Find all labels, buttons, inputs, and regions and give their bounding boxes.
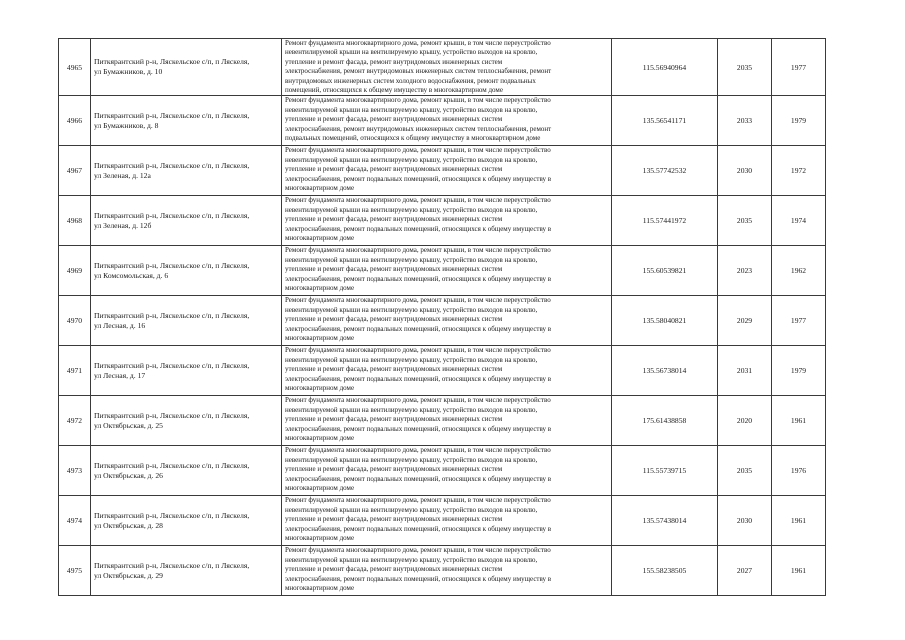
works-line: утепление и ремонт фасада, ремонт внутридомовых инженерных систем <box>285 465 503 474</box>
works-line: утепление и ремонт фасада, ремонт внутридомовых инженерных систем <box>285 57 503 66</box>
works-description-cell <box>282 146 612 196</box>
works-line: утепление и ремонт фасада, ремонт внутридомовых инженерных систем <box>285 115 503 124</box>
works-description-cell <box>282 346 612 396</box>
table-row <box>59 96 826 146</box>
address-line: ул Октябрьская, д. 29 <box>94 570 163 580</box>
table-row <box>59 296 826 346</box>
address-line: ул Бумажников, д. 10 <box>94 67 163 77</box>
table-body <box>59 39 826 596</box>
works-description-cell <box>282 246 612 296</box>
built-year-cell: 1961 <box>772 546 826 596</box>
works-line: Ремонт фундамента многоквартирного дома, ремонт крыши, в том числе переустройство <box>285 346 551 355</box>
address-line: Питкярантский р-н, Ляскельское с/п, п Ляскеля, <box>94 57 250 67</box>
planned-year-cell: 2035 <box>718 39 772 96</box>
planned-year-cell: 2030 <box>718 146 772 196</box>
built-year-cell: 1974 <box>772 196 826 246</box>
address-line: Питкярантский р-н, Ляскельское с/п, п Ляскеля, <box>94 410 250 420</box>
address-line: Питкярантский р-н, Ляскельское с/п, п Ляскеля, <box>94 110 250 120</box>
row-number: 4972 <box>59 396 91 446</box>
row-number: 4973 <box>59 446 91 496</box>
works-line: электроснабжения, ремонт подвальных помещений, относящихся к общему имуществу в <box>285 274 552 283</box>
works-line: многоквартирном доме <box>285 584 355 593</box>
works-line: электроснабжения, ремонт подвальных помещений, относящихся к общему имуществу в <box>285 174 552 183</box>
works-line: многоквартирном доме <box>285 484 355 493</box>
table-row <box>59 446 826 496</box>
works-line: невентилируемой крыши на вентилируемую крышу, устройство выходов на кровлю, <box>285 305 538 314</box>
table-row <box>59 496 826 546</box>
works-line: Ремонт фундамента многоквартирного дома, ремонт крыши, в том числе переустройство <box>285 146 551 155</box>
works-description-cell <box>282 196 612 246</box>
works-line: электроснабжения, ремонт подвальных помещений, относящихся к общему имуществу в <box>285 574 552 583</box>
works-line: подвальных помещений, относящихся к общему имуществу в многоквартирном доме <box>285 134 541 143</box>
works-line: внутридомовых инженерных систем холодного водоснабжения, ремонт подвальных <box>285 76 536 85</box>
address-line: ул Комсомольская, д. 6 <box>94 270 169 280</box>
built-year-cell: 1977 <box>772 296 826 346</box>
works-line: невентилируемой крыши на вентилируемую крышу, устройство выходов на кровлю, <box>285 455 538 464</box>
works-line: многоквартирном доме <box>285 334 355 343</box>
address-cell <box>91 96 282 146</box>
works-line: электроснабжения, ремонт подвальных помещений, относящихся к общему имуществу в <box>285 474 552 483</box>
works-line: Ремонт фундамента многоквартирного дома, ремонт крыши, в том числе переустройство <box>285 396 551 405</box>
address-line: ул Зеленая, д. 12а <box>94 170 151 180</box>
works-description-cell <box>282 496 612 546</box>
works-line: электроснабжения, ремонт подвальных помещений, относящихся к общему имуществу в <box>285 524 552 533</box>
built-year-cell: 1979 <box>772 96 826 146</box>
address-line: Питкярантский р-н, Ляскельское с/п, п Ляскеля, <box>94 260 250 270</box>
built-year-cell: 1972 <box>772 146 826 196</box>
cost-cell: 135.57438014 <box>612 496 718 546</box>
cost-cell: 115.56940964 <box>612 39 718 96</box>
address-line: Питкярантский р-н, Ляскельское с/п, п Ляскеля, <box>94 210 250 220</box>
built-year-cell: 1961 <box>772 396 826 446</box>
works-line: утепление и ремонт фасада, ремонт внутридомовых инженерных систем <box>285 315 503 324</box>
works-description-cell <box>282 96 612 146</box>
works-line: Ремонт фундамента многоквартирного дома, ремонт крыши, в том числе переустройство <box>285 296 551 305</box>
works-line: Ремонт фундамента многоквартирного дома, ремонт крыши, в том числе переустройство <box>285 546 551 555</box>
registry-table <box>58 38 826 596</box>
works-line: утепление и ремонт фасада, ремонт внутридомовых инженерных систем <box>285 415 503 424</box>
built-year-cell: 1961 <box>772 496 826 546</box>
built-year-cell: 1976 <box>772 446 826 496</box>
address-cell <box>91 346 282 396</box>
works-line: утепление и ремонт фасада, ремонт внутридомовых инженерных систем <box>285 365 503 374</box>
planned-year-cell: 2035 <box>718 196 772 246</box>
works-line: электроснабжения, ремонт внутридомовых инженерных систем теплоснабжения, ремонт <box>285 67 552 76</box>
works-line: невентилируемой крыши на вентилируемую крышу, устройство выходов на кровлю, <box>285 355 538 364</box>
planned-year-cell: 2031 <box>718 346 772 396</box>
row-number: 4974 <box>59 496 91 546</box>
works-line: невентилируемой крыши на вентилируемую крышу, устройство выходов на кровлю, <box>285 205 538 214</box>
works-description-cell <box>282 39 612 96</box>
planned-year-cell: 2029 <box>718 296 772 346</box>
address-cell <box>91 146 282 196</box>
works-line: многоквартирном доме <box>285 284 355 293</box>
address-line: ул Октябрьская, д. 28 <box>94 520 163 530</box>
row-number: 4970 <box>59 296 91 346</box>
works-line: невентилируемой крыши на вентилируемую крышу, устройство выходов на кровлю, <box>285 48 538 57</box>
address-line: ул Бумажников, д. 8 <box>94 120 159 130</box>
works-line: электроснабжения, ремонт подвальных помещений, относящихся к общему имуществу в <box>285 324 552 333</box>
works-line: невентилируемой крыши на вентилируемую крышу, устройство выходов на кровлю, <box>285 505 538 514</box>
planned-year-cell: 2023 <box>718 246 772 296</box>
row-number: 4966 <box>59 96 91 146</box>
table-row <box>59 346 826 396</box>
works-line: Ремонт фундамента многоквартирного дома, ремонт крыши, в том числе переустройство <box>285 96 551 105</box>
address-line: ул Зеленая, д. 12б <box>94 220 152 230</box>
table-row <box>59 246 826 296</box>
works-line: электроснабжения, ремонт подвальных помещений, относящихся к общему имуществу в <box>285 374 552 383</box>
address-cell <box>91 39 282 96</box>
cost-cell: 115.57441972 <box>612 196 718 246</box>
address-cell <box>91 296 282 346</box>
works-line: невентилируемой крыши на вентилируемую крышу, устройство выходов на кровлю, <box>285 255 538 264</box>
works-line: Ремонт фундамента многоквартирного дома, ремонт крыши, в том числе переустройство <box>285 246 551 255</box>
address-line: Питкярантский р-н, Ляскельское с/п, п Ляскеля, <box>94 310 250 320</box>
cost-cell: 115.55739715 <box>612 446 718 496</box>
planned-year-cell: 2030 <box>718 496 772 546</box>
works-line: утепление и ремонт фасада, ремонт внутридомовых инженерных систем <box>285 515 503 524</box>
address-cell <box>91 446 282 496</box>
works-line: многоквартирном доме <box>285 234 355 243</box>
address-line: ул Октябрьская, д. 26 <box>94 470 163 480</box>
planned-year-cell: 2027 <box>718 546 772 596</box>
address-line: ул Лесная, д. 17 <box>94 370 146 380</box>
works-line: невентилируемой крыши на вентилируемую крышу, устройство выходов на кровлю, <box>285 155 538 164</box>
table-row <box>59 39 826 96</box>
table-row <box>59 546 826 596</box>
cost-cell: 155.58238505 <box>612 546 718 596</box>
table-row <box>59 146 826 196</box>
cost-cell: 135.58040821 <box>612 296 718 346</box>
works-description-cell <box>282 546 612 596</box>
row-number: 4967 <box>59 146 91 196</box>
works-line: многоквартирном доме <box>285 184 355 193</box>
works-line: Ремонт фундамента многоквартирного дома, ремонт крыши, в том числе переустройство <box>285 39 551 47</box>
table-row <box>59 396 826 446</box>
works-line: многоквартирном доме <box>285 434 355 443</box>
built-year-cell: 1979 <box>772 346 826 396</box>
address-line: Питкярантский р-н, Ляскельское с/п, п Ляскеля, <box>94 360 250 370</box>
cost-cell: 155.60539821 <box>612 246 718 296</box>
works-line: Ремонт фундамента многоквартирного дома, ремонт крыши, в том числе переустройство <box>285 446 551 455</box>
planned-year-cell: 2035 <box>718 446 772 496</box>
works-description-cell <box>282 296 612 346</box>
works-line: помещений, относящихся к общему имуществу в многоквартирном доме <box>285 86 503 95</box>
address-line: Питкярантский р-н, Ляскельское с/п, п Ляскеля, <box>94 460 250 470</box>
address-line: ул Октябрьская, д. 25 <box>94 420 163 430</box>
address-line: Питкярантский р-н, Ляскельское с/п, п Ляскеля, <box>94 160 250 170</box>
row-number: 4965 <box>59 39 91 96</box>
works-line: невентилируемой крыши на вентилируемую крышу, устройство выходов на кровлю, <box>285 555 538 564</box>
address-line: ул Лесная, д. 16 <box>94 320 146 330</box>
works-description-cell <box>282 446 612 496</box>
address-cell <box>91 396 282 446</box>
works-line: утепление и ремонт фасада, ремонт внутридомовых инженерных систем <box>285 165 503 174</box>
row-number: 4969 <box>59 246 91 296</box>
works-description-cell <box>282 396 612 446</box>
table-row <box>59 196 826 246</box>
built-year-cell: 1962 <box>772 246 826 296</box>
planned-year-cell: 2033 <box>718 96 772 146</box>
works-line: электроснабжения, ремонт подвальных помещений, относящихся к общему имуществу в <box>285 224 552 233</box>
works-line: невентилируемой крыши на вентилируемую крышу, устройство выходов на кровлю, <box>285 105 538 114</box>
address-cell <box>91 546 282 596</box>
works-line: невентилируемой крыши на вентилируемую крышу, устройство выходов на кровлю, <box>285 405 538 414</box>
works-line: электроснабжения, ремонт внутридомовых инженерных систем теплоснабжения, ремонт <box>285 124 552 133</box>
address-line: Питкярантский р-н, Ляскельское с/п, п Ляскеля, <box>94 510 250 520</box>
works-line: Ремонт фундамента многоквартирного дома, ремонт крыши, в том числе переустройство <box>285 496 551 505</box>
works-line: утепление и ремонт фасада, ремонт внутридомовых инженерных систем <box>285 265 503 274</box>
address-cell <box>91 496 282 546</box>
works-line: утепление и ремонт фасада, ремонт внутридомовых инженерных систем <box>285 215 503 224</box>
row-number: 4971 <box>59 346 91 396</box>
cost-cell: 135.57742532 <box>612 146 718 196</box>
built-year-cell: 1977 <box>772 39 826 96</box>
address-line: Питкярантский р-н, Ляскельское с/п, п Ляскеля, <box>94 560 250 570</box>
address-cell <box>91 196 282 246</box>
row-number: 4975 <box>59 546 91 596</box>
works-line: электроснабжения, ремонт подвальных помещений, относящихся к общему имуществу в <box>285 424 552 433</box>
works-line: многоквартирном доме <box>285 384 355 393</box>
planned-year-cell: 2020 <box>718 396 772 446</box>
cost-cell: 175.61438858 <box>612 396 718 446</box>
row-number: 4968 <box>59 196 91 246</box>
address-cell <box>91 246 282 296</box>
works-line: утепление и ремонт фасада, ремонт внутридомовых инженерных систем <box>285 565 503 574</box>
cost-cell: 135.56738014 <box>612 346 718 396</box>
works-line: Ремонт фундамента многоквартирного дома, ремонт крыши, в том числе переустройство <box>285 196 551 205</box>
works-line: многоквартирном доме <box>285 534 355 543</box>
cost-cell: 135.56541171 <box>612 96 718 146</box>
